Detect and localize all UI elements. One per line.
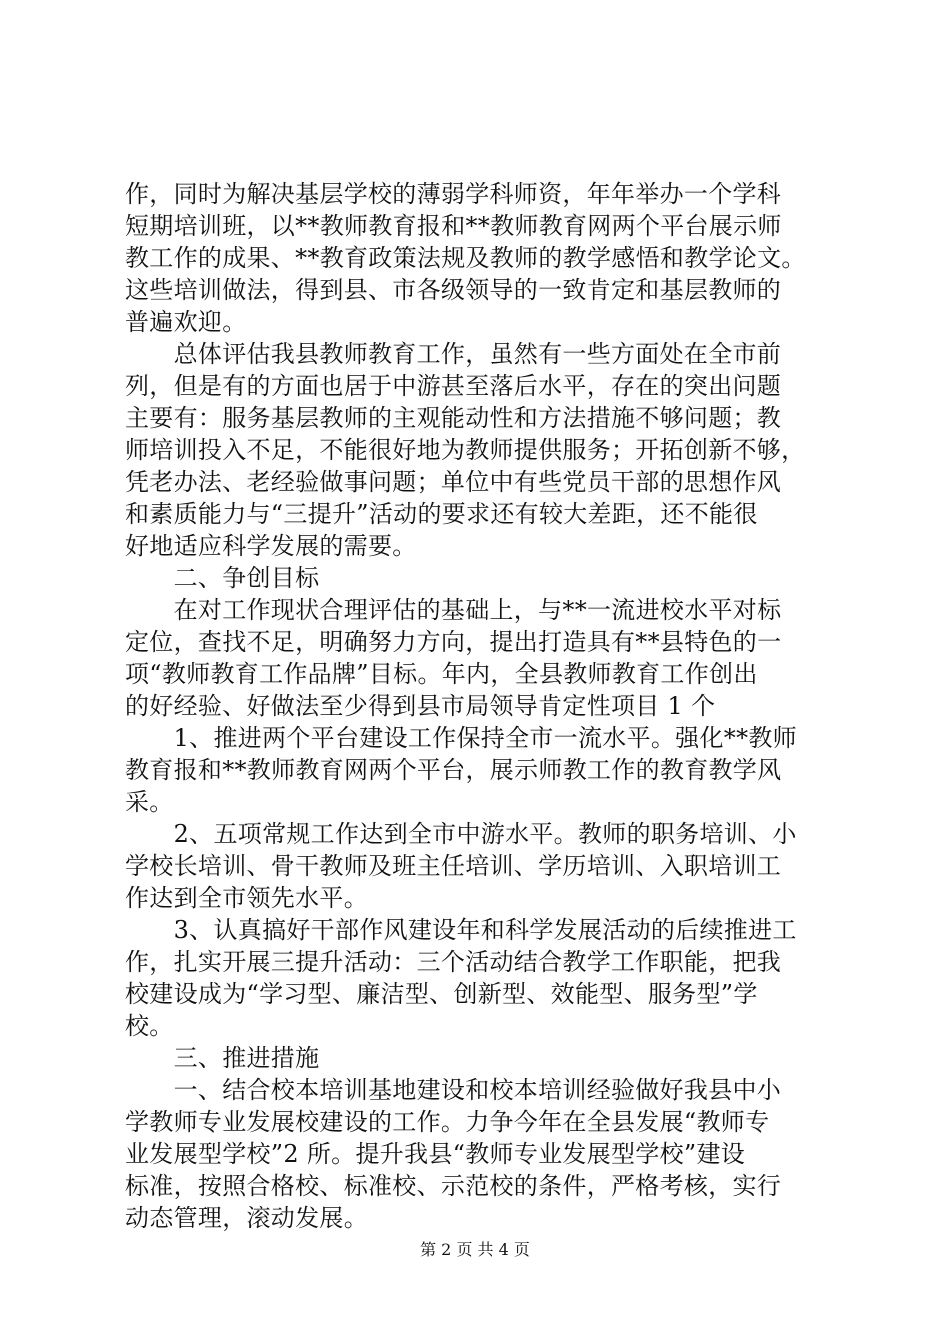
text-line: 在对工作现状合理评估的基础上，与**一流进校水平对标 xyxy=(125,596,782,624)
text-line: 三、推进措施 xyxy=(125,1044,320,1072)
text-line: 标准，按照合格校、标准校、示范校的条件，严格考核，实行 xyxy=(125,1172,782,1200)
text-line: 凭老办法、老经验做事问题；单位中有些党员干部的思想作风 xyxy=(125,468,782,496)
text-line: 采。 xyxy=(125,788,174,816)
text-line: 好地适应科学发展的需要。 xyxy=(125,532,417,560)
text-line: 二、争创目标 xyxy=(125,564,320,592)
text-line: 一、结合校本培训基地建设和校本培训经验做好我县中小 xyxy=(125,1076,782,1104)
text-line: 这些培训做法，得到县、市各级领导的一致肯定和基层教师的 xyxy=(125,276,782,304)
text-line: 作，同时为解决基层学校的薄弱学科师资，年年举办一个学科 xyxy=(125,180,782,208)
text-line: 普遍欢迎。 xyxy=(125,308,247,336)
text-line: 业发展型学校”2 所。提升我县“教师专业发展型学校”建设 xyxy=(125,1140,746,1168)
text-line: 校。 xyxy=(125,1012,174,1040)
text-line: 师培训投入不足，不能很好地为教师提供服务；开拓创新不够， xyxy=(125,436,806,464)
text-line: 学校长培训、骨干教师及班主任培训、学历培训、入职培训工 xyxy=(125,852,782,880)
text-line: 1、推进两个平台建设工作保持全市一流水平。强化**教师 xyxy=(125,724,797,752)
text-line: 和素质能力与“三提升”活动的要求还有较大差距，还不能很 xyxy=(125,500,758,528)
page-footer: 第 2 页 共 4 页 xyxy=(420,1240,530,1259)
text-line: 教工作的成果、**教育政策法规及教师的教学感悟和教学论文。 xyxy=(125,244,806,272)
text-line: 3、认真搞好干部作风建设年和科学发展活动的后续推进工 xyxy=(125,916,797,944)
text-line: 定位，查找不足，明确努力方向，提出打造具有**县特色的一 xyxy=(125,628,782,656)
text-line: 学教师专业发展校建设的工作。力争今年在全县发展“教师专 xyxy=(125,1108,770,1136)
text-line: 教育报和**教师教育网两个平台，展示师教工作的教育教学风 xyxy=(125,756,782,784)
document-body xyxy=(125,178,840,1234)
text-line: 的好经验、好做法至少得到县市局领导肯定性项目 1 个 xyxy=(125,692,716,720)
text-line: 作，扎实开展三提升活动：三个活动结合教学工作职能，把我 xyxy=(125,948,782,976)
text-line: 动态管理，滚动发展。 xyxy=(125,1204,368,1232)
text-line: 列，但是有的方面也居于中游甚至落后水平，存在的突出问题 xyxy=(125,372,782,400)
text-line: 项“教师教育工作品牌”目标。年内，全县教师教育工作创出 xyxy=(125,660,758,688)
text-line: 总体评估我县教师教育工作，虽然有一些方面处在全市前 xyxy=(125,340,782,368)
text-line: 作达到全市领先水平。 xyxy=(125,884,368,912)
text-line: 校建设成为“学习型、廉洁型、创新型、效能型、服务型”学 xyxy=(125,980,758,1008)
text-line: 短期培训班，以**教师教育报和**教师教育网两个平台展示师 xyxy=(125,212,782,240)
text-line: 主要有：服务基层教师的主观能动性和方法措施不够问题；教 xyxy=(125,404,782,432)
text-line: 2、五项常规工作达到全市中游水平。教师的职务培训、小 xyxy=(125,820,797,848)
